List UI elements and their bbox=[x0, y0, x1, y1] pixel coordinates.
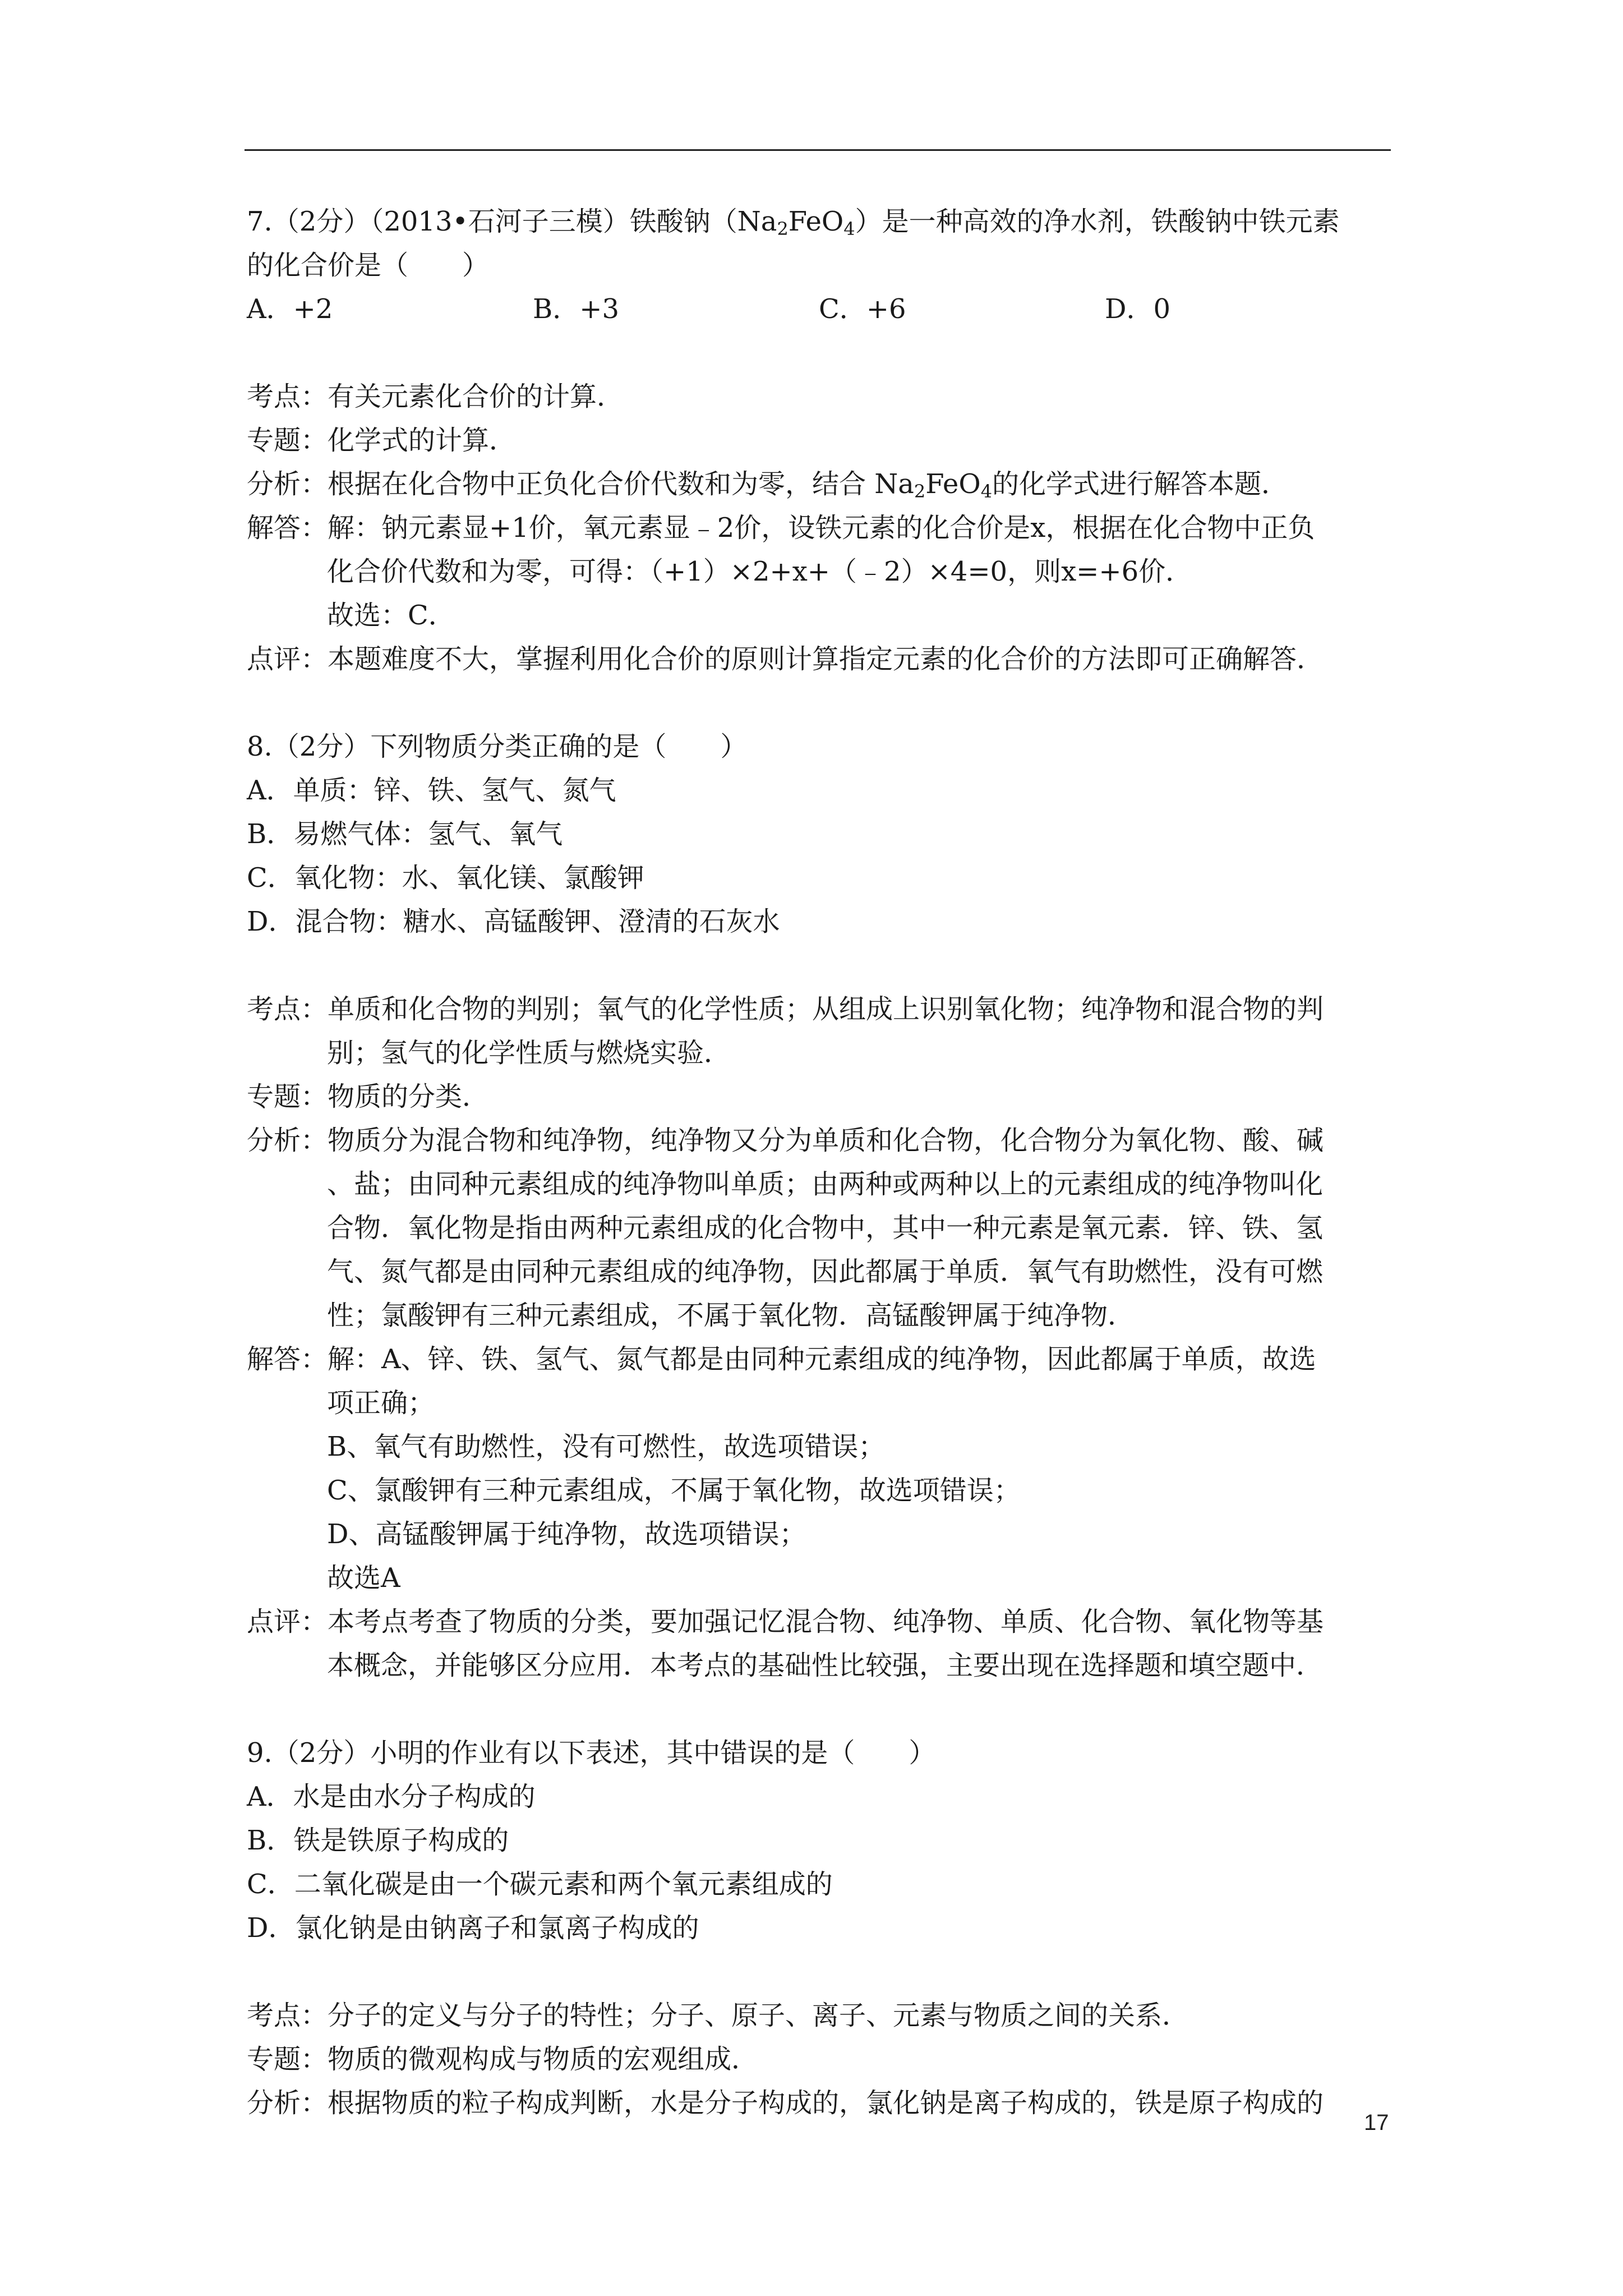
question-9-stem: 9.（2分）小明的作业有以下表述，其中错误的是（ ） bbox=[247, 1737, 936, 1769]
q8-zhuanti: 专题：物质的分类． bbox=[247, 1081, 490, 1112]
q7-fenxi: 分析：根据在化合物中正负化合价代数和为零，结合 $Na_2FeO_4$的化学式进行解答本题． bbox=[247, 468, 1289, 502]
header-rule bbox=[245, 149, 1391, 151]
q8-jieda-cont: B、氧气有助燃性，没有可燃性，故选项错误； bbox=[327, 1431, 886, 1462]
question-7-stem-cont: 的化合价是（ ） bbox=[247, 250, 490, 281]
q8-dianping-cont: 本概念，并能够区分应用．本考点的基础性比较强，主要出现在选择题和填空题中． bbox=[327, 1650, 1324, 1681]
q8-fenxi-cont: 性；氯酸钾有三种元素组成，不属于氧化物．高锰酸钾属于纯净物． bbox=[327, 1300, 1135, 1331]
page-number: 17 bbox=[1364, 2110, 1389, 2135]
q8-kaodian-cont: 别；氢气的化学性质与燃烧实验． bbox=[327, 1037, 731, 1069]
q8-jieda: 解答：解：A、锌、铁、氢气、氮气都是由同种元素组成的纯净物，因此都属于单质，故选 bbox=[247, 1343, 1316, 1375]
q8-fenxi-cont: 气、氮气都是由同种元素组成的纯净物，因此都属于单质．氧气有助燃性，没有可燃 bbox=[327, 1256, 1324, 1287]
option-b: B．+3 bbox=[533, 293, 620, 325]
question-7-stem: 7.（2分）（2013•石河子三模）铁酸钠$(Na_2FeO_4)$是一种高效的净水剂，铁酸钠中铁元素 bbox=[247, 206, 1340, 240]
question-8-stem: 8.（2分）下列物质分类正确的是（ ） bbox=[247, 731, 748, 762]
option-b: B．易燃气体：氢气、氧气 bbox=[247, 818, 563, 850]
option-d: D．0 bbox=[1105, 293, 1171, 325]
option-c: C．氧化物：水、氧化镁、氯酸钾 bbox=[247, 862, 644, 894]
option-c: C．二氧化碳是由一个碳元素和两个氧元素组成的 bbox=[247, 1869, 833, 1900]
q8-answer: 故选A bbox=[327, 1562, 400, 1594]
option-d: D．氯化钠是由钠离子和氯离子构成的 bbox=[247, 1912, 699, 1944]
q7-zhuanti: 专题：化学式的计算． bbox=[247, 425, 517, 456]
q8-jieda-cont: 项正确； bbox=[327, 1387, 435, 1419]
q8-fenxi-cont: 、盐；由同种元素组成的纯净物叫单质；由两种或两种以上的元素组成的纯净物叫化 bbox=[327, 1168, 1324, 1200]
q8-fenxi-cont: 合物．氧化物是指由两种元素组成的化合物中，其中一种元素是氧元素．锌、铁、氢 bbox=[327, 1212, 1324, 1244]
question-7-options bbox=[247, 287, 1396, 331]
q8-dianping: 点评：本考点考查了物质的分类，要加强记忆混合物、纯净物、单质、化合物、氧化物等基 bbox=[247, 1606, 1324, 1637]
option-a: A．单质：锌、铁、氢气、氮气 bbox=[247, 775, 616, 806]
q7-kaodian: 考点：有关元素化合价的计算． bbox=[247, 381, 624, 412]
q8-jieda-cont: D、高锰酸钾属于纯净物，故选项错误； bbox=[327, 1519, 806, 1550]
q8-jieda-cont: C、氯酸钾有三种元素组成，不属于氧化物，故选项错误； bbox=[327, 1475, 1021, 1506]
q7-answer: 故选：C． bbox=[327, 600, 455, 631]
q8-fenxi: 分析：物质分为混合物和纯净物，纯净物又分为单质和化合物，化合物分为氧化物、酸、碱 bbox=[247, 1125, 1324, 1156]
q7-jieda: 解答：解：钠元素显+1价，氧元素显﹣2价，设铁元素的化合价是x，根据在化合物中正负 bbox=[247, 512, 1315, 544]
q7-jieda-cont: 化合价代数和为零，可得：（+1）×2+x+（﹣2）×4=0，则x=+6价． bbox=[327, 556, 1193, 587]
q7-dianping: 点评：本题难度不大，掌握利用化合价的原则计算指定元素的化合价的方法即可正确解答． bbox=[247, 643, 1324, 675]
q9-zhuanti: 专题：物质的微观构成与物质的宏观组成． bbox=[247, 2044, 759, 2075]
q8-kaodian: 考点：单质和化合物的判别；氧气的化学性质；从组成上识别氧化物；纯净物和混合物的判 bbox=[247, 993, 1324, 1025]
q9-kaodian: 考点：分子的定义与分子的特性；分子、原子、离子、元素与物质之间的关系． bbox=[247, 2000, 1189, 2031]
option-c: C．+6 bbox=[819, 293, 906, 325]
option-d: D．混合物：糖水、高锰酸钾、澄清的石灰水 bbox=[247, 906, 780, 937]
option-a: A．+2 bbox=[247, 293, 333, 325]
page-content bbox=[247, 200, 1396, 2125]
q9-fenxi: 分析：根据物质的粒子构成判断，水是分子构成的，氯化钠是离子构成的，铁是原子构成的 bbox=[247, 2087, 1324, 2119]
option-b: B．铁是铁原子构成的 bbox=[247, 1825, 509, 1856]
option-a: A．水是由水分子构成的 bbox=[247, 1781, 536, 1812]
